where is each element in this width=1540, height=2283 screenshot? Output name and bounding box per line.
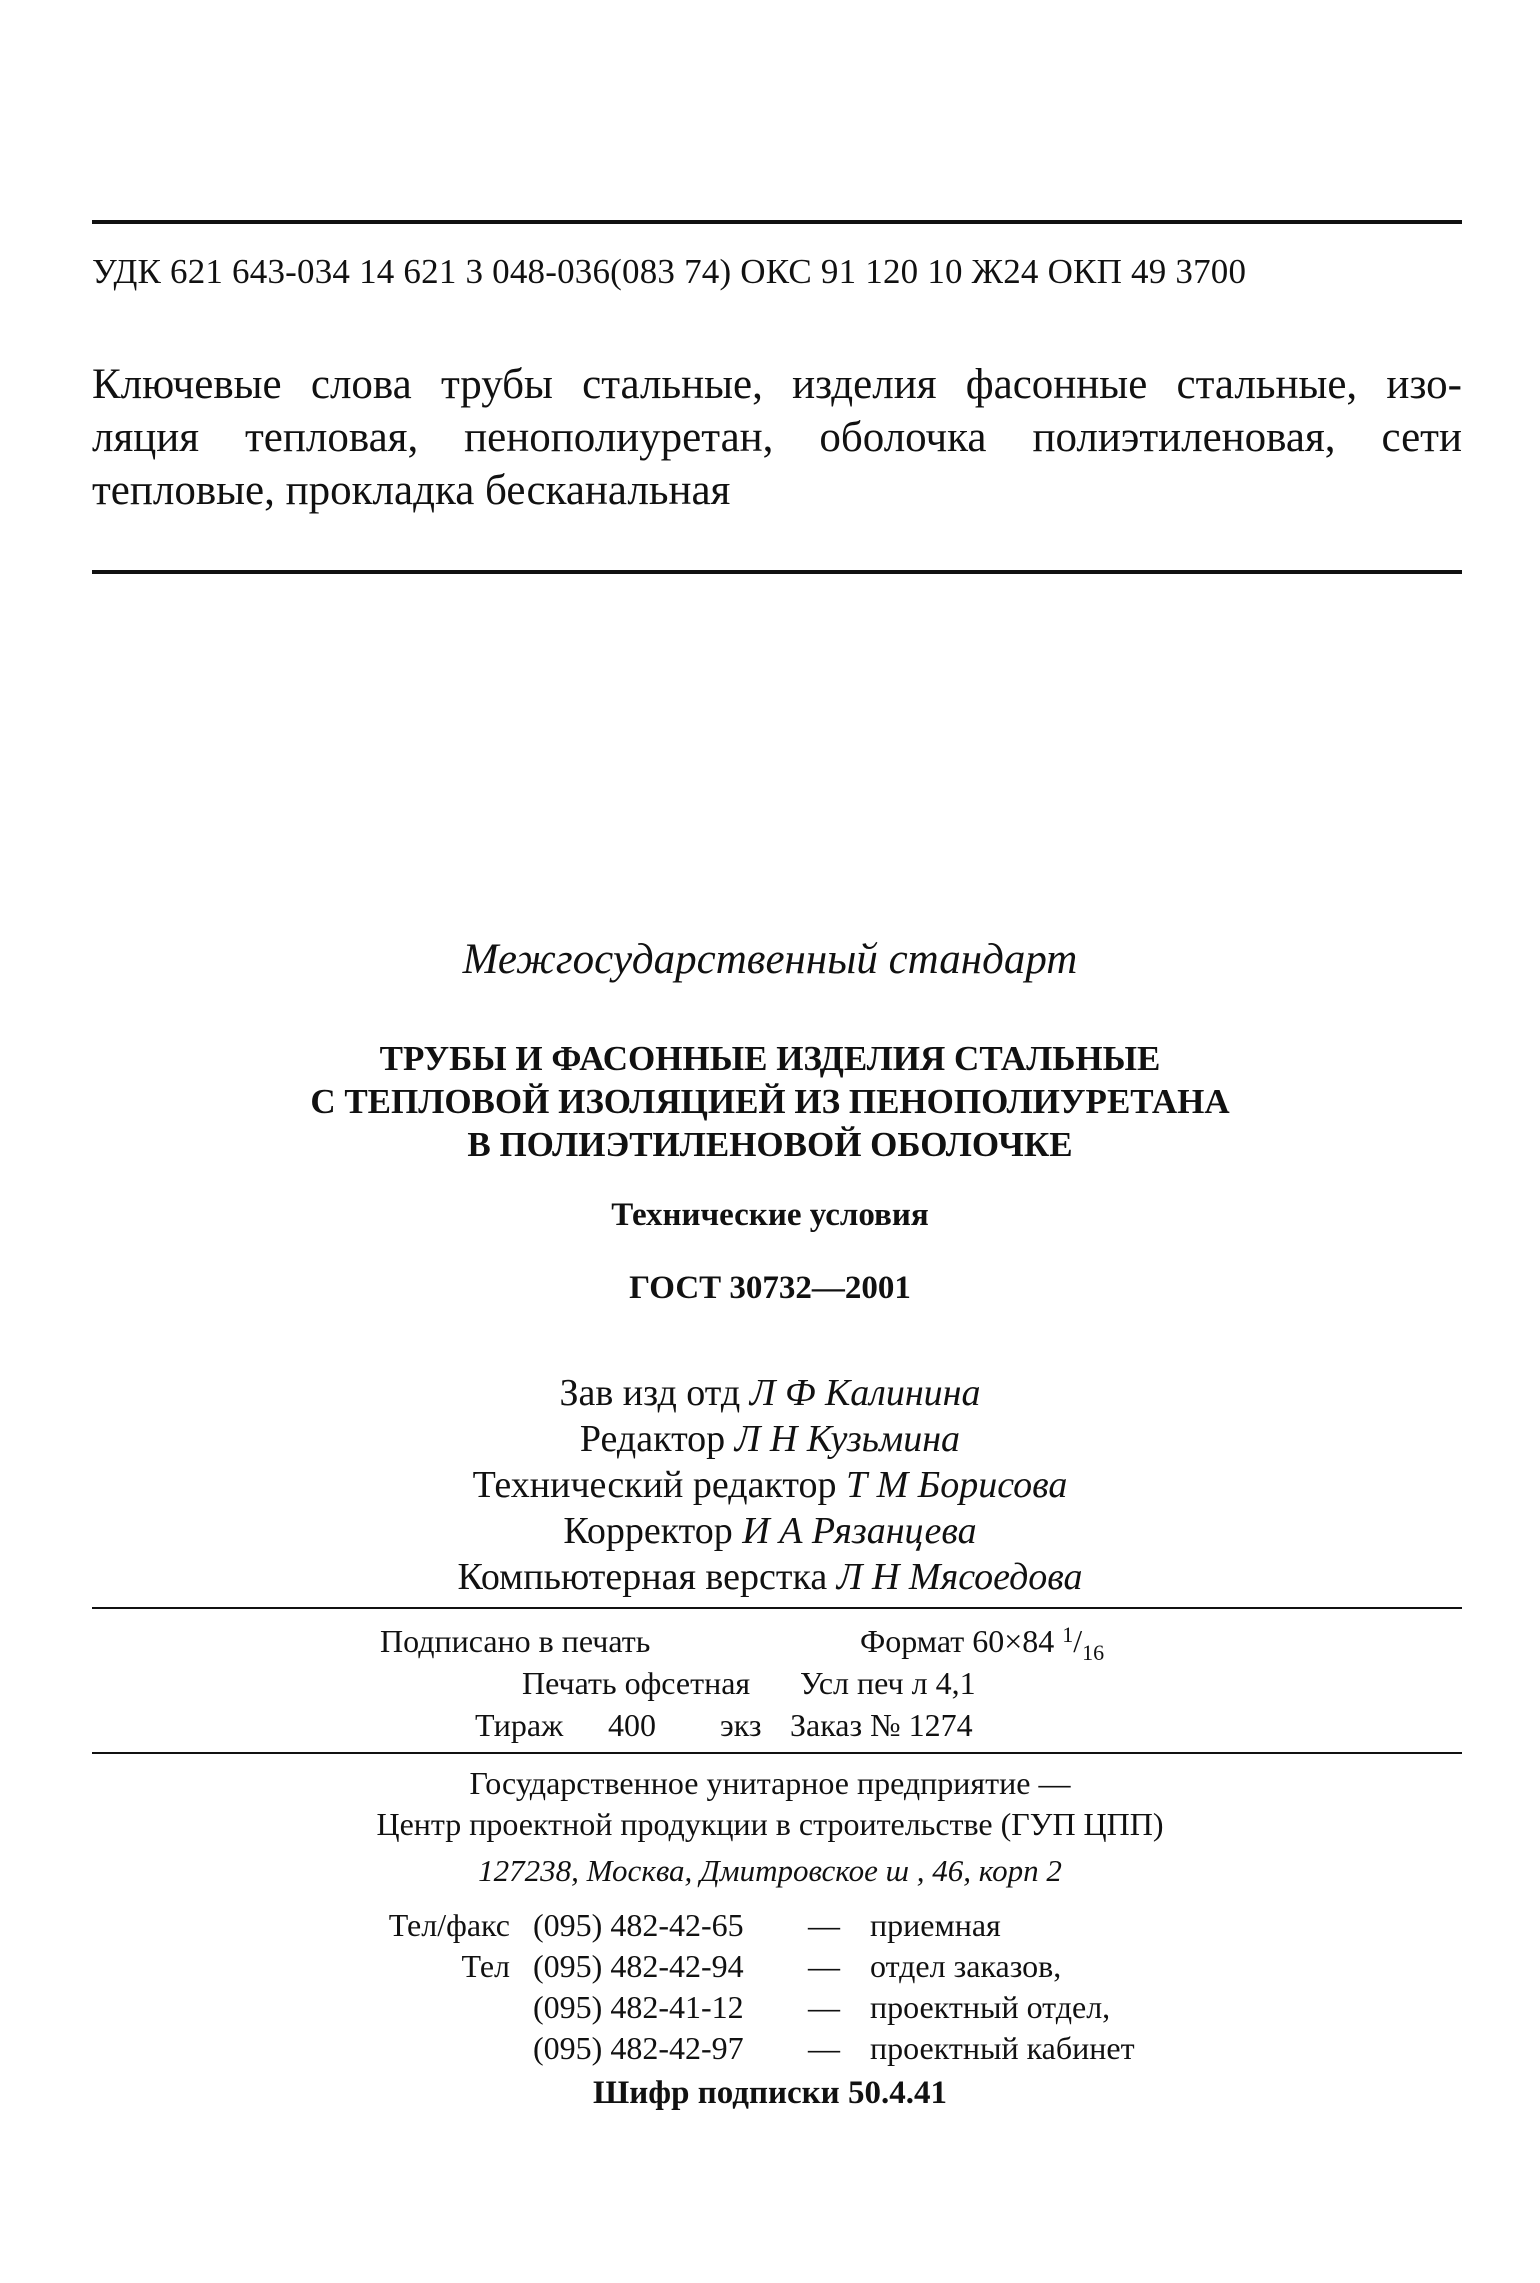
standard-title (0, 1037, 1540, 1166)
staff-name: Л Н Мясоедова (836, 1556, 1083, 1598)
staff-name: И А Рязанцева (742, 1510, 977, 1552)
udk-classification: УДК 621 643-034 14 621 3 048-036(083 74) ОКС 91 120 10 Ж24 ОКП 49 3700 (92, 252, 1247, 291)
contact-row (350, 1905, 1250, 1946)
print-info (380, 1620, 1200, 1746)
signed-label: Подписано в печать (380, 1623, 651, 1659)
contact-label: Тел/факс (388, 1907, 510, 1943)
staff-row (0, 1416, 1540, 1462)
title-line: ТРУБЫ И ФАСОННЫЕ ИЗДЕЛИЯ СТАЛЬНЫЕ (379, 1039, 1161, 1078)
contact-phone: (095) 482-42-65 (533, 1907, 744, 1943)
publisher-line: Центр проектной продукции в строительстве (ГУП ЦПП) (376, 1806, 1164, 1842)
print-sheets: Усл печ л 4,1 (800, 1665, 976, 1701)
print-row (380, 1662, 1200, 1704)
title-line: С ТЕПЛОВОЙ ИЗОЛЯЦИЕЙ ИЗ ПЕНОПОЛИУРЕТАНА (310, 1082, 1230, 1121)
contact-dash: — (808, 2030, 840, 2066)
contact-phone: (095) 482-42-97 (533, 2030, 744, 2066)
format-numerator: 1 (1062, 1622, 1074, 1647)
print-row (380, 1704, 1200, 1746)
staff-role: Технический редактор (472, 1464, 837, 1506)
gost-number: ГОСТ 30732—2001 (629, 1270, 911, 1306)
publisher-address: 127238, Москва, Дмитровское ш , 46, корп 2 (478, 1853, 1062, 1888)
staff-row (0, 1508, 1540, 1554)
contact-description: проектный отдел, (870, 1989, 1111, 2025)
keywords-block (92, 358, 1462, 517)
staff-role: Компьютерная верстка (457, 1556, 828, 1598)
publisher-line: Государственное унитарное предприятие — (469, 1765, 1071, 1801)
contact-label: Тел (461, 1948, 510, 1984)
contact-row (350, 2028, 1250, 2069)
contact-description: проектный кабинет (870, 2030, 1135, 2066)
print-row (380, 1620, 1200, 1665)
staff-row (0, 1370, 1540, 1416)
staff-role: Зав изд отд (559, 1372, 741, 1414)
print-type: Печать офсетная (522, 1665, 751, 1701)
standard-type: Межгосударственный стандарт (462, 936, 1078, 983)
staff-name: Т М Борисова (846, 1464, 1068, 1506)
top-rule (92, 220, 1462, 224)
contact-phone: (095) 482-41-12 (533, 1989, 744, 2025)
format-denominator: 16 (1082, 1640, 1105, 1665)
standard-subtitle: Технические условия (611, 1197, 929, 1233)
order-number: Заказ № 1274 (790, 1707, 973, 1743)
keywords-line: Ключевые слова трубы стальные, изделия фасонные стальные, изо- (92, 361, 1462, 408)
contact-phone: (095) 482-42-94 (533, 1948, 744, 1984)
subscription-code: Шифр подписки 50.4.41 (593, 2075, 947, 2111)
contact-description: приемная (870, 1907, 1001, 1943)
contacts-table (350, 1905, 1250, 2069)
staff-name: Л Н Кузьмина (734, 1418, 961, 1460)
print-info-top-rule (92, 1607, 1462, 1609)
format-value: Формат 60×84 $^1/_{16}$ (860, 1622, 1105, 1665)
contact-dash: — (808, 1948, 840, 1984)
keywords-line: тепловые, прокладка бесканальная (92, 467, 731, 514)
contact-row (350, 1946, 1250, 1987)
keywords-line: ляция тепловая, пенополиуретан, оболочка полиэтиленовая, сети (92, 414, 1462, 461)
middle-rule (92, 570, 1462, 574)
staff-credits (0, 1370, 1540, 1600)
format-label: Формат 60×84 (860, 1623, 1055, 1659)
contact-description: отдел заказов, (870, 1948, 1062, 1984)
staff-name: Л Ф Калинина (749, 1372, 981, 1414)
contact-row (350, 1987, 1250, 2028)
staff-row (0, 1554, 1540, 1600)
run-label: Тираж (475, 1707, 564, 1743)
publisher-top-rule (92, 1752, 1462, 1754)
staff-role: Редактор (579, 1418, 726, 1460)
run-value: 400 (608, 1707, 656, 1743)
contact-dash: — (808, 1989, 840, 2025)
title-line: В ПОЛИЭТИЛЕНОВОЙ ОБОЛОЧКЕ (467, 1125, 1073, 1164)
staff-row (0, 1462, 1540, 1508)
staff-role: Корректор (563, 1510, 733, 1552)
publisher-name (0, 1763, 1540, 1845)
contact-dash: — (808, 1907, 840, 1943)
run-unit: экз (720, 1707, 762, 1743)
